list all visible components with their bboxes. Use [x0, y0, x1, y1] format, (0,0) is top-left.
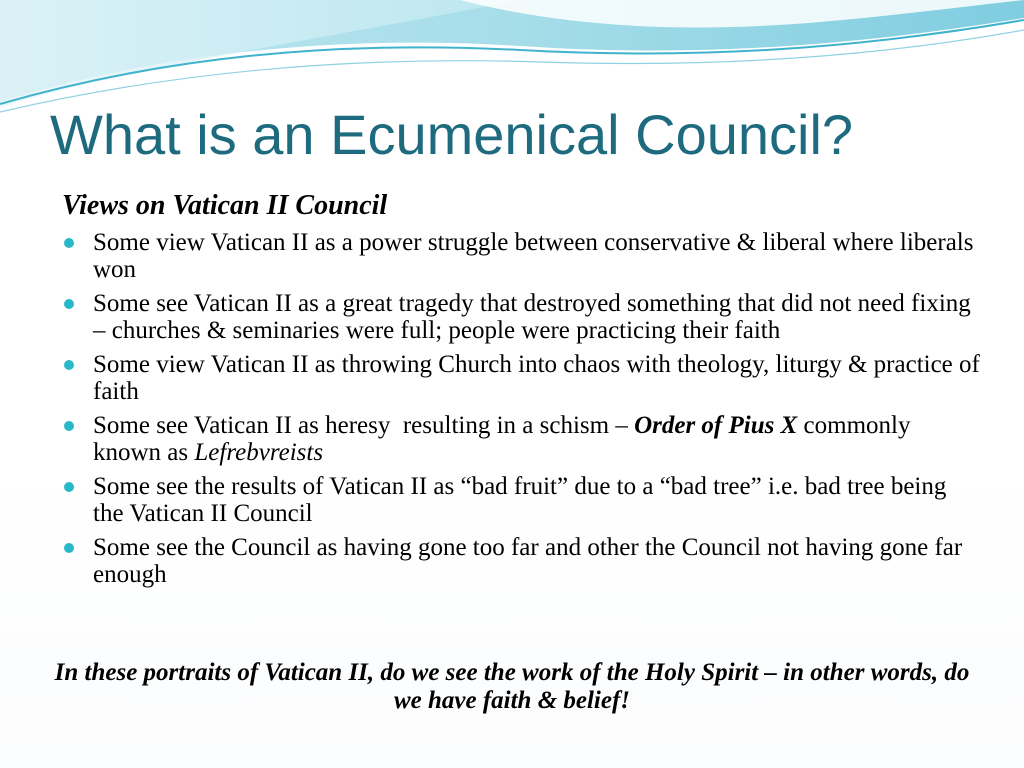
bullet-italic: Lefrebvreists — [194, 439, 324, 466]
bullet-text: Some view Vatican II as a power struggle between conservative & liberal where liberals won — [93, 229, 974, 283]
bullet-text: commonly known as — [93, 412, 911, 466]
bullet-icon — [64, 421, 74, 431]
list-item — [62, 229, 982, 283]
bullet-text: Some view Vatican II as throwing Church into chaos with theology, liturgy & practice of faith — [93, 351, 980, 405]
list-item — [62, 412, 982, 466]
bullet-list — [62, 229, 982, 595]
closing-statement: In these portraits of Vatican II, do we see the work of the Holy Spirit – in other words, do we have faith & belief! — [54, 659, 970, 714]
page-title: What is an Ecumenical Council? — [50, 103, 854, 166]
bullet-icon — [64, 482, 74, 492]
bullet-text: Some see Vatican II as heresy resulting in a schism – — [93, 412, 635, 439]
list-item — [62, 534, 982, 588]
bullet-text: Some see the Council as having gone too far and other the Council not having gone far enough — [93, 534, 963, 588]
section-subheading: Views on Vatican II Council — [62, 190, 388, 221]
bullet-emphasis: Order of Pius X — [634, 412, 798, 439]
bullet-icon — [64, 360, 74, 370]
list-item — [62, 290, 982, 344]
bullet-text: Some see the results of Vatican II as “bad fruit” due to a “bad tree” i.e. bad tree being the Vatican II Council — [93, 473, 947, 527]
bullet-icon — [64, 299, 74, 309]
bullet-text: Some see Vatican II as a great tragedy that destroyed something that did not need fixing – churches & seminaries were full; people were practicing their faith — [93, 290, 971, 344]
bullet-icon — [64, 238, 74, 248]
bullet-icon — [64, 543, 74, 553]
list-item — [62, 351, 982, 405]
list-item — [62, 473, 982, 527]
